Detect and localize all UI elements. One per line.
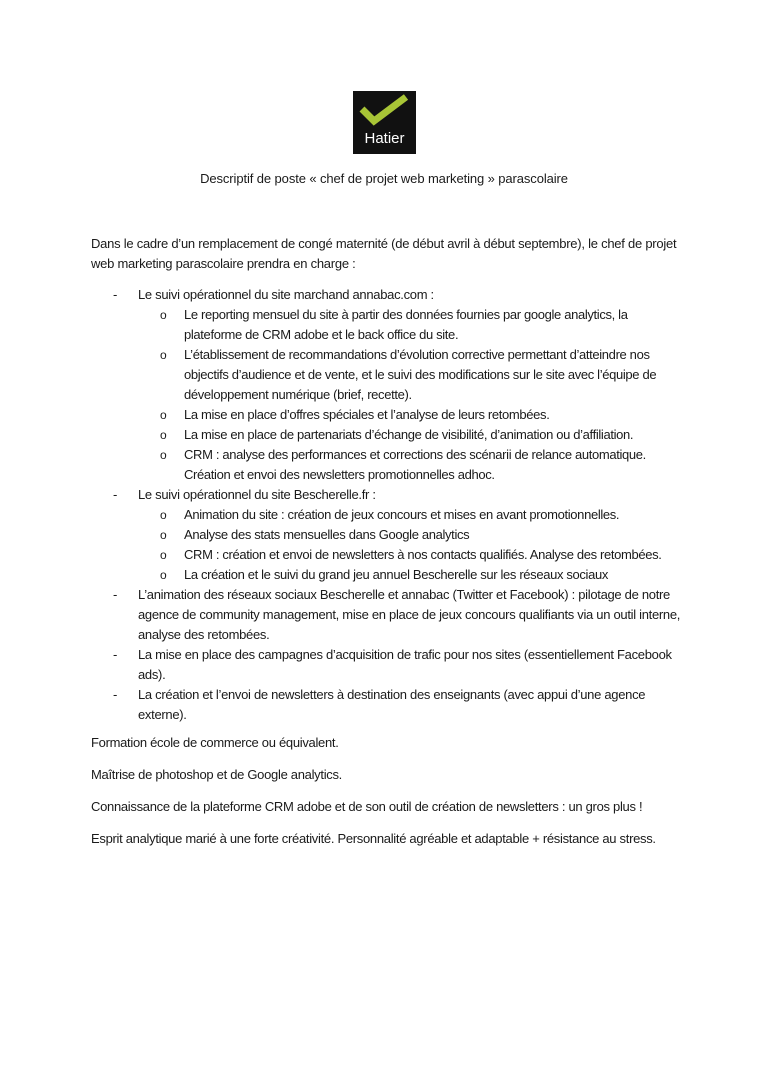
requirement-paragraph: Connaissance de la plateforme CRM adobe et de son outil de création de newsletters : un gros plus ! [91, 799, 643, 814]
subtask-text: CRM : analyse des performances et corrections des scénarii de relance automatique. Création et envoi des newsletters promotionnelles adhoc. [184, 447, 646, 482]
subtask-list [138, 305, 681, 485]
task-label: La mise en place des campagnes d’acquisition de trafic pour nos sites (essentiellement Facebook ads). [138, 647, 672, 682]
requirement-paragraph: Esprit analytique marié à une forte créativité. Personnalité agréable et adaptable + résistance au stress. [91, 831, 656, 846]
task-item [91, 645, 681, 685]
task-label: L’animation des réseaux sociaux Bescherelle et annabac (Twitter et Facebook) : pilotage de notre agence de community management, mise en place de jeux concours qualifiants via un outil interne, analyse des retombées. [138, 587, 681, 642]
task-item [91, 685, 681, 725]
task-label: Le suivi opérationnel du site Bescherelle.fr : [138, 487, 376, 502]
subtask-item [91, 405, 681, 425]
subtask-item [91, 445, 681, 485]
hatier-logo-graphic [353, 91, 416, 154]
circle-bullet: o [160, 548, 167, 562]
subtask-item [91, 525, 681, 545]
intro-paragraph: Dans le cadre d’un remplacement de congé maternité (de début avril à début septembre), le chef de projet web marketing parascolaire prendra en charge : [91, 236, 677, 271]
subtask-item [91, 505, 681, 525]
task-item [91, 485, 681, 585]
circle-bullet: o [160, 348, 167, 362]
subtask-text: La mise en place de partenariats d’échange de visibilité, d’animation ou d’affiliation. [184, 427, 634, 442]
logo-text: Hatier [364, 130, 405, 147]
requirement-paragraph: Maîtrise de photoshop et de Google analytics. [91, 767, 342, 782]
subtask-text: La création et le suivi du grand jeu annuel Bescherelle sur les réseaux sociaux [184, 567, 609, 582]
dash-bullet: - [113, 587, 118, 602]
subtask-text: Le reporting mensuel du site à partir des données fournies par google analytics, la plateforme de CRM adobe et le back office du site. [184, 307, 628, 342]
circle-bullet: o [160, 428, 167, 442]
task-label: Le suivi opérationnel du site marchand annabac.com : [138, 287, 434, 302]
subtask-text: L’établissement de recommandations d’évolution corrective permettant d’atteindre nos objectifs d’audience et de vente, et le suivi des modifications sur le site avec l’équipe de développement numérique (brief, recette). [184, 347, 657, 402]
circle-bullet: o [160, 408, 167, 422]
page-title: Descriptif de poste « chef de projet web marketing » parascolaire [200, 171, 568, 186]
dash-bullet: - [113, 687, 118, 702]
task-list [91, 285, 681, 725]
subtask-item [91, 565, 681, 585]
subtask-item [91, 345, 681, 405]
dash-bullet: - [113, 647, 118, 662]
circle-bullet: o [160, 308, 167, 322]
task-label: La création et l’envoi de newsletters à destination des enseignants (avec appui d’une agence externe). [138, 687, 646, 722]
subtask-list [138, 505, 681, 585]
circle-bullet: o [160, 568, 167, 582]
subtask-item [91, 545, 681, 565]
task-item [91, 285, 681, 485]
subtask-item [91, 425, 681, 445]
subtask-text: CRM : création et envoi de newsletters à nos contacts qualifiés. Analyse des retombées. [184, 547, 662, 562]
dash-bullet: - [113, 487, 118, 502]
document-body [91, 234, 681, 861]
dash-bullet: - [113, 287, 118, 302]
task-item [91, 585, 681, 645]
subtask-item [91, 305, 681, 345]
subtask-text: Animation du site : création de jeux concours et mises en avant promotionnelles. [184, 507, 620, 522]
hatier-logo [353, 91, 416, 154]
circle-bullet: o [160, 528, 167, 542]
subtask-text: La mise en place d’offres spéciales et l’analyse de leurs retombées. [184, 407, 550, 422]
circle-bullet: o [160, 448, 167, 462]
subtask-text: Analyse des stats mensuelles dans Google analytics [184, 527, 470, 542]
requirement-paragraph: Formation école de commerce ou équivalent. [91, 735, 339, 750]
circle-bullet: o [160, 508, 167, 522]
requirements-section [91, 733, 681, 849]
